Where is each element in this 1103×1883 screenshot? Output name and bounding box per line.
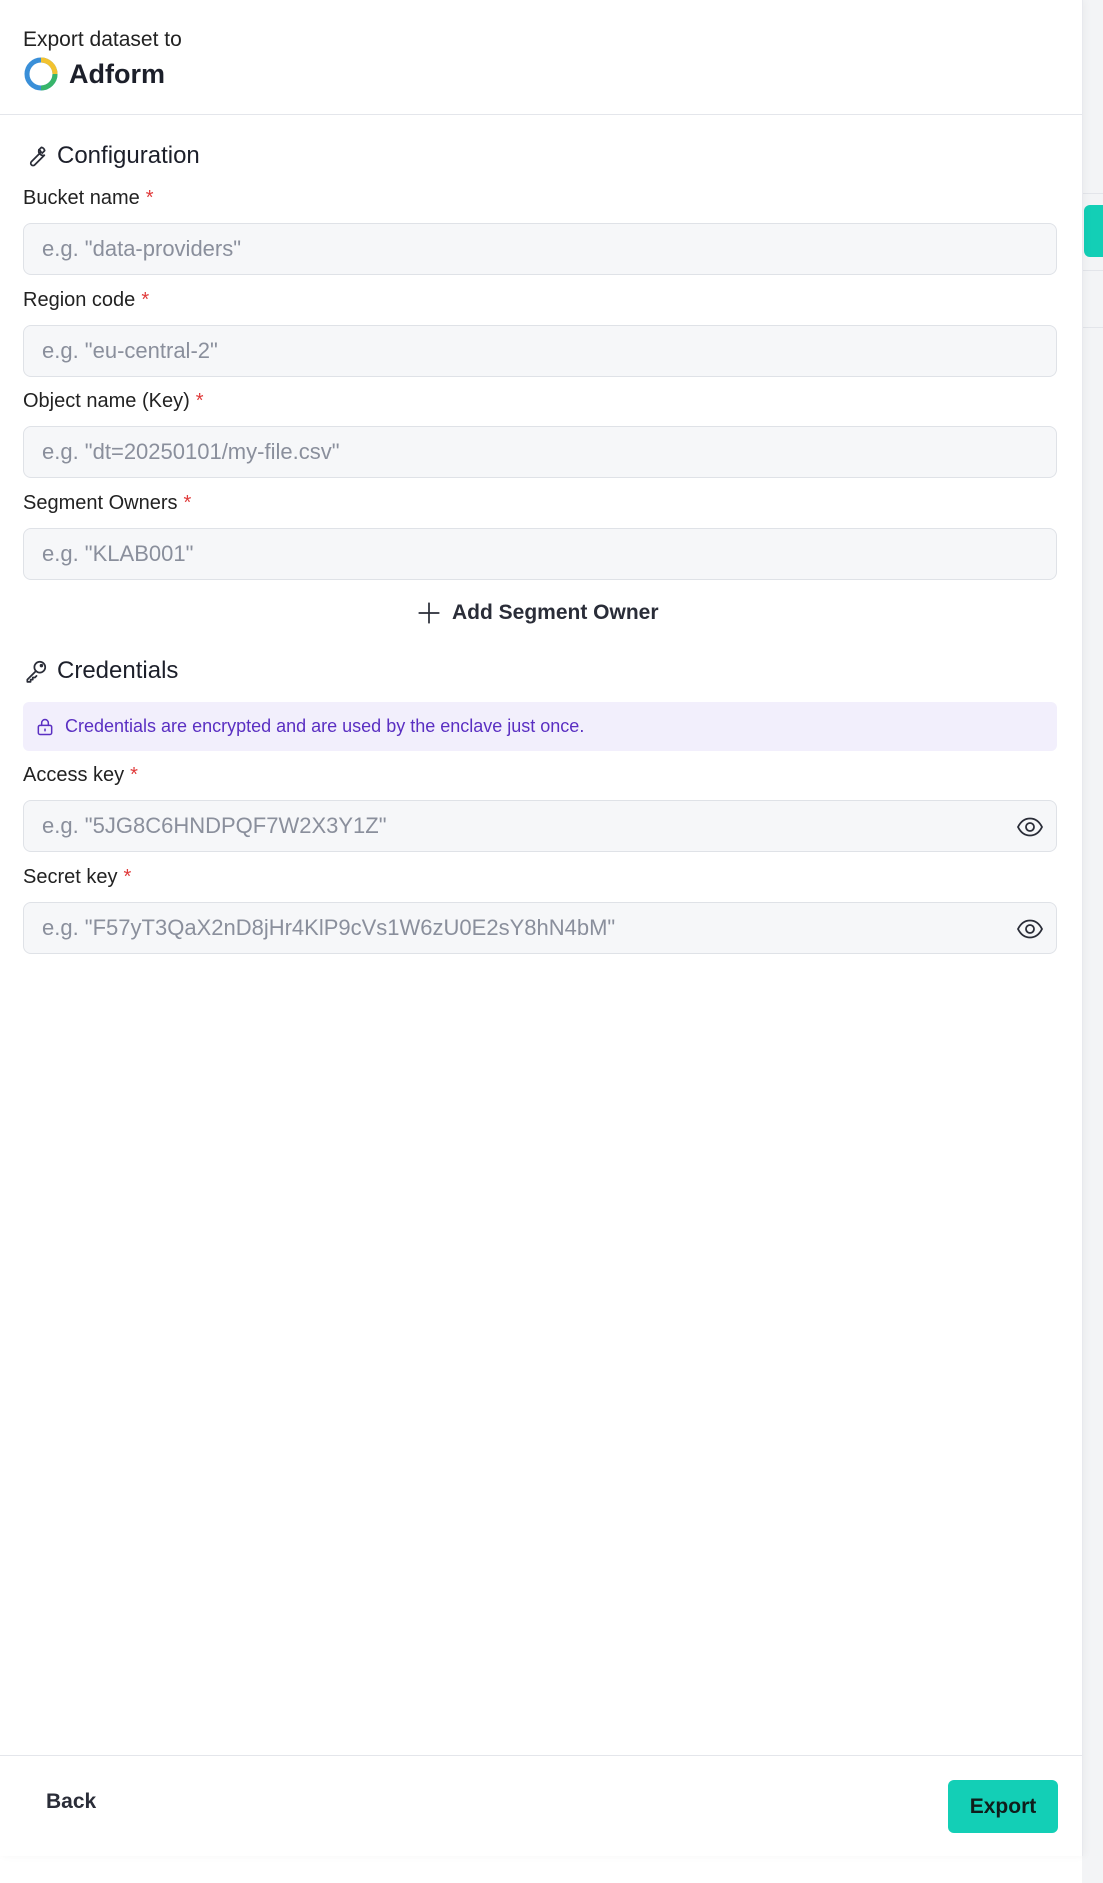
encryption-notice <box>23 702 1057 751</box>
region-code-label: Region code * <box>23 289 150 311</box>
panel-header <box>0 0 1082 115</box>
object-name-field[interactable] <box>23 426 1057 478</box>
secret-key-input[interactable] <box>24 903 1056 953</box>
access-key-field[interactable] <box>23 800 1057 852</box>
credentials-title: Credentials <box>57 657 179 684</box>
export-button[interactable]: Export <box>948 1780 1058 1833</box>
access-key-label: Access key * <box>23 764 138 786</box>
bucket-name-field[interactable] <box>23 223 1057 275</box>
segment-owners-label: Segment Owners * <box>23 492 192 514</box>
secret-key-label: Secret key * <box>23 866 132 888</box>
show-password-icon[interactable] <box>1016 916 1044 942</box>
plus-icon <box>416 600 442 626</box>
segment-owner-input[interactable] <box>24 529 1056 579</box>
adform-logo-icon <box>23 56 59 92</box>
encryption-notice-text: Credentials are encrypted and are used by the enclave just once. <box>65 716 585 736</box>
access-key-input[interactable] <box>24 801 1056 851</box>
background-page <box>1082 0 1103 1883</box>
background-divider <box>1082 327 1103 328</box>
show-password-icon[interactable] <box>1016 814 1044 840</box>
background-divider <box>1082 270 1103 271</box>
add-segment-owner-label: Add Segment Owner <box>452 601 659 624</box>
secret-key-field[interactable] <box>23 902 1057 954</box>
lock-icon <box>35 717 55 737</box>
back-button[interactable]: Back <box>46 1790 97 1813</box>
add-segment-owner-button[interactable] <box>416 600 659 626</box>
header-subtitle: Export dataset to <box>23 28 182 51</box>
object-name-input[interactable] <box>24 427 1056 477</box>
bucket-name-input[interactable] <box>24 224 1056 274</box>
configuration-heading <box>23 142 200 170</box>
destination-name: Adform <box>69 58 165 89</box>
configuration-title: Configuration <box>57 142 200 169</box>
object-name-label: Object name (Key) * <box>23 390 204 412</box>
bucket-name-label: Bucket name * <box>23 187 154 209</box>
destination-brand <box>23 56 165 92</box>
region-code-input[interactable] <box>24 326 1056 376</box>
panel-footer <box>0 1755 1082 1857</box>
background-accent-button <box>1084 205 1103 257</box>
wrench-icon <box>23 143 49 169</box>
background-divider <box>1082 193 1103 194</box>
key-icon <box>23 658 49 684</box>
region-code-field[interactable] <box>23 325 1057 377</box>
credentials-heading <box>23 657 178 685</box>
segment-owners-field[interactable] <box>23 528 1057 580</box>
